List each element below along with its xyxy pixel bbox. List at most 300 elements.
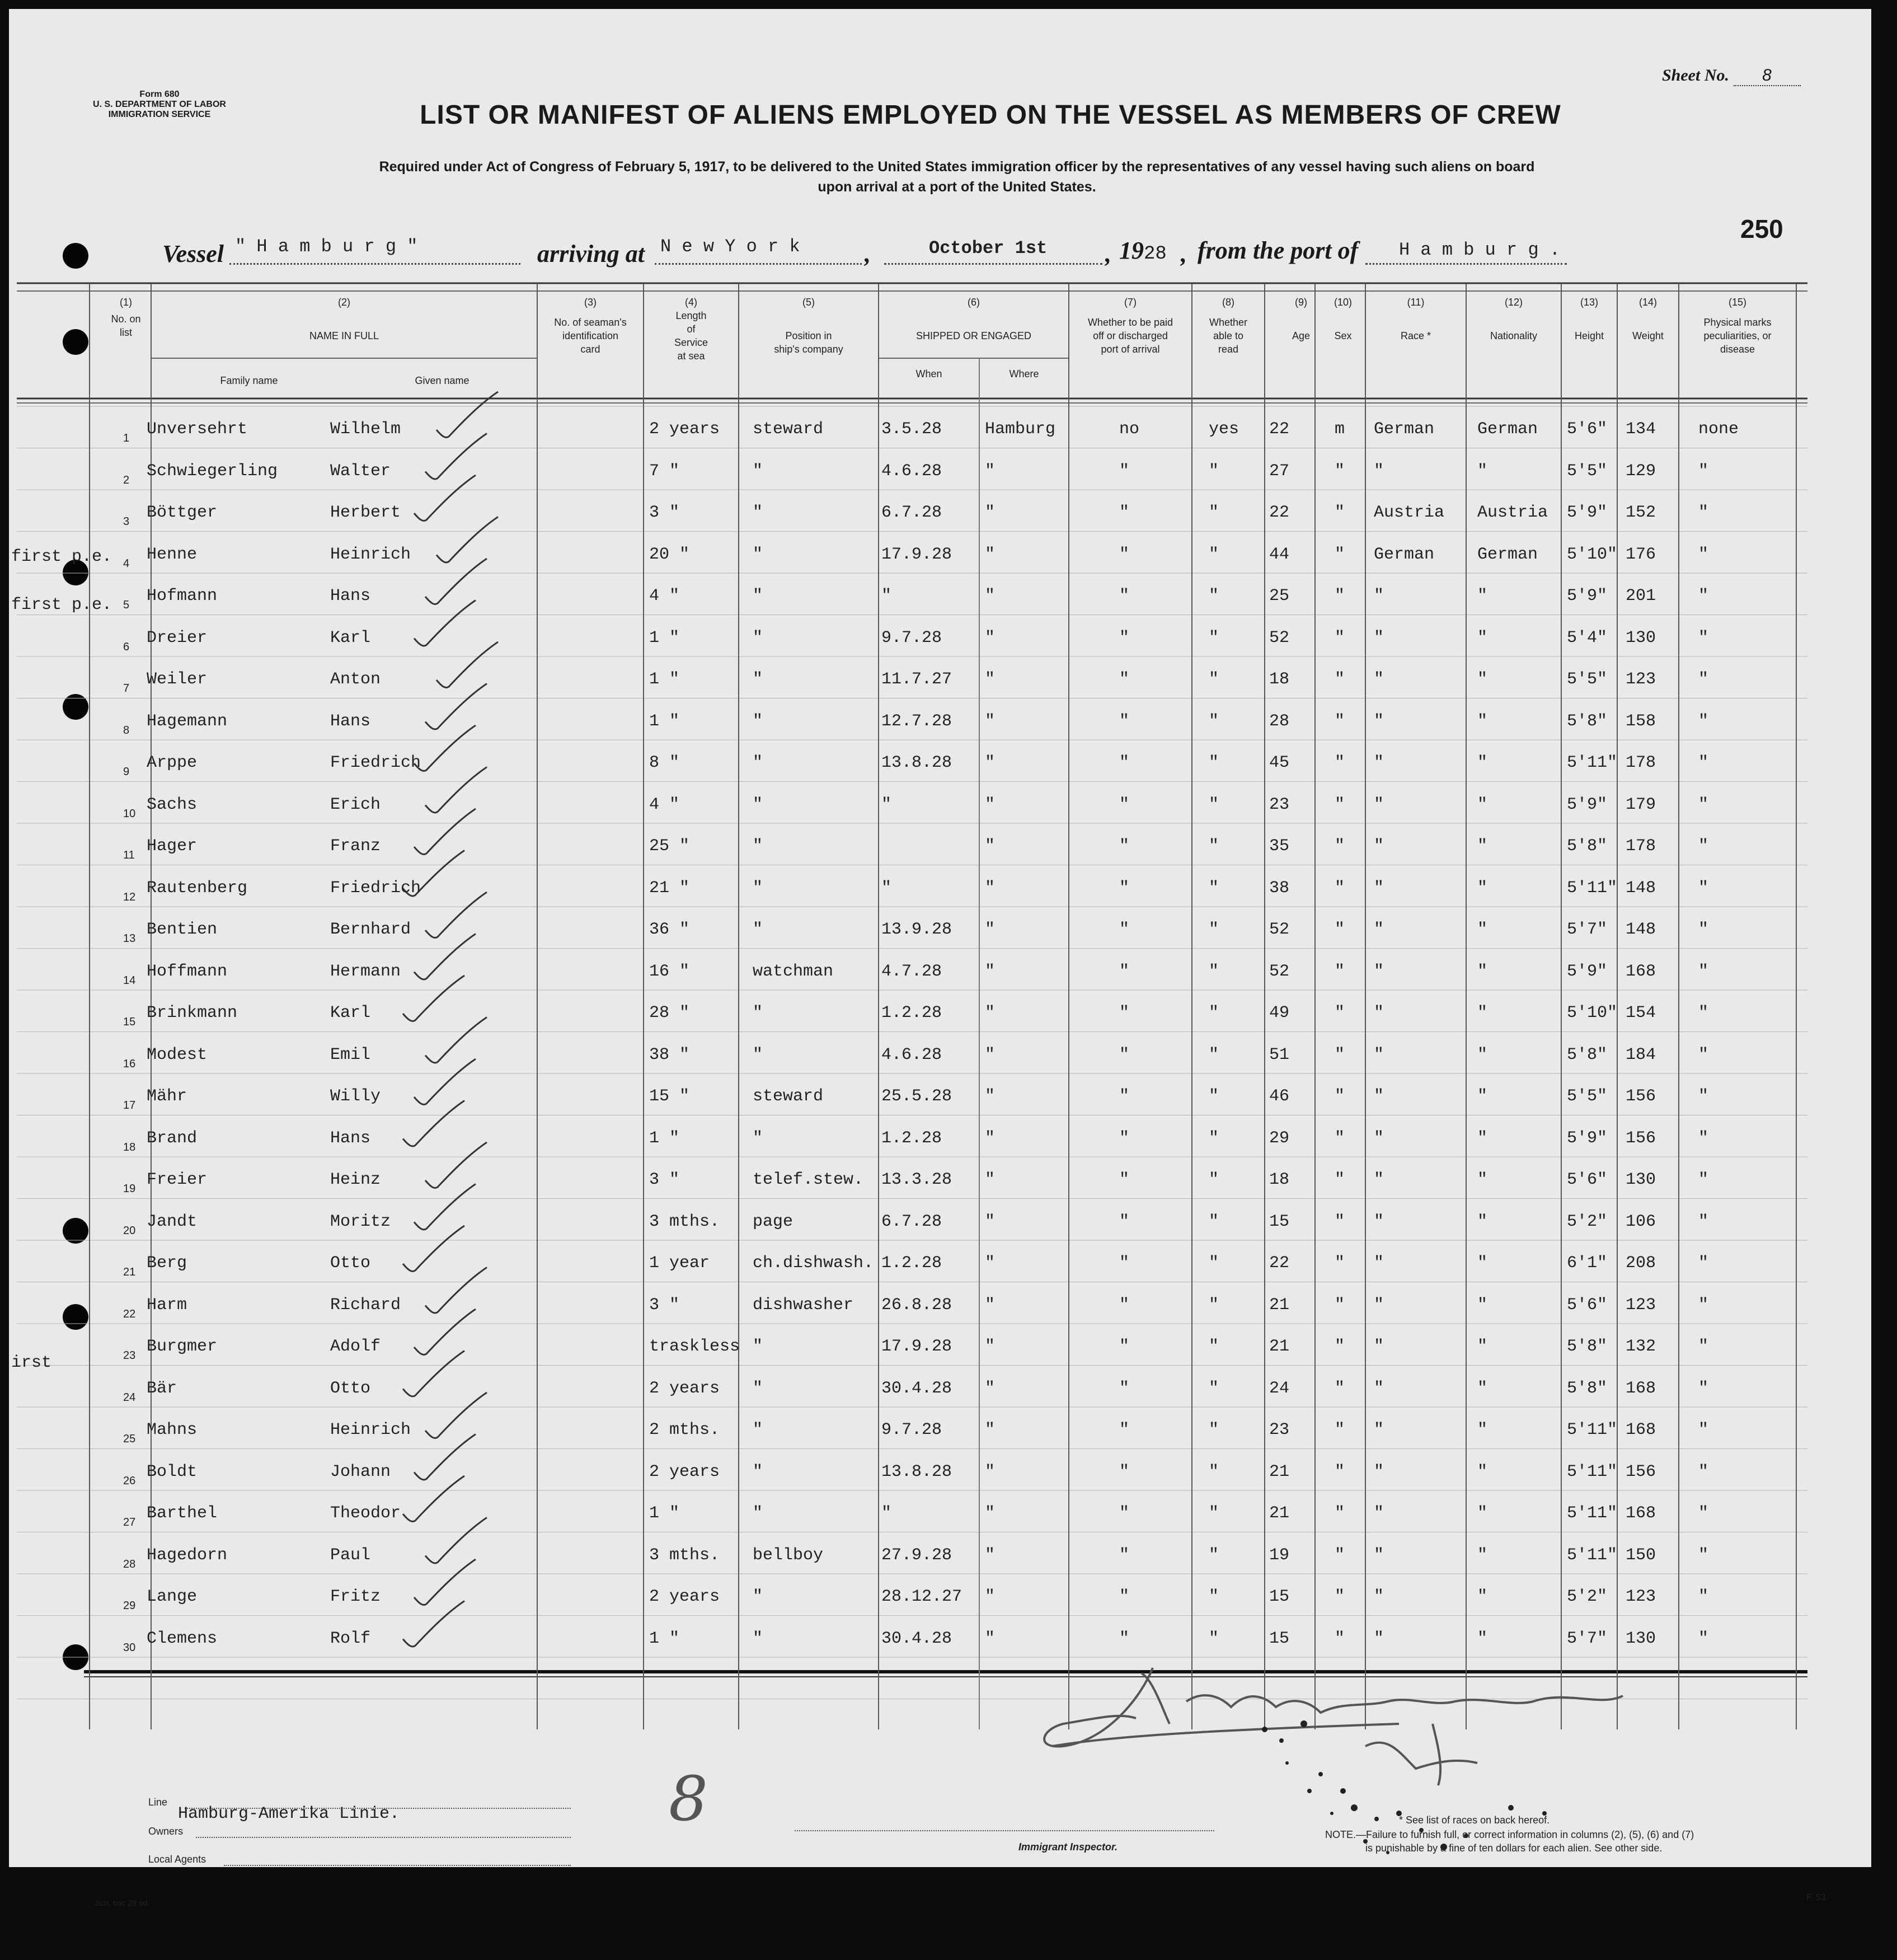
year-value: 28 — [1144, 243, 1167, 265]
cell-service: 2 years — [649, 1378, 720, 1398]
cell-paid: " — [1119, 1045, 1130, 1065]
col-12-number: (12) — [1504, 297, 1523, 308]
cell-marks: " — [1698, 545, 1709, 564]
cell-sex: " — [1335, 1004, 1345, 1023]
owners-label: Owners — [148, 1826, 184, 1837]
cell-nat: " — [1477, 1045, 1488, 1065]
cell-age: 21 — [1269, 1504, 1290, 1523]
cell-age: 38 — [1269, 878, 1290, 898]
cell-height: 5'2" — [1567, 1212, 1608, 1231]
cell-where: " — [985, 878, 996, 898]
cell-given: Rolf — [330, 1629, 371, 1648]
cell-when: " — [881, 795, 892, 814]
cell-paid: " — [1119, 1254, 1130, 1273]
note-line-1: NOTE.—Failure to furnish full, or correct information in columns (2), (5), (6) and (7) — [1325, 1829, 1694, 1840]
cell-race: " — [1374, 920, 1384, 939]
cell-position: " — [753, 1004, 763, 1023]
col-11-number: (11) — [1407, 297, 1425, 308]
cell-where: " — [985, 962, 996, 981]
cell-weight: 201 — [1626, 587, 1656, 606]
cell-position: " — [753, 1462, 763, 1481]
cell-sex: " — [1335, 920, 1345, 939]
cell-family: Jandt — [147, 1212, 198, 1231]
cell-read: " — [1209, 1629, 1219, 1648]
cell-sex: " — [1335, 1462, 1345, 1481]
cell-height: 5'11" — [1567, 1420, 1618, 1439]
cell-age: 52 — [1269, 628, 1290, 648]
family-name-header: Family name — [220, 375, 278, 386]
cell-family: Bär — [147, 1378, 177, 1398]
cell-service: 21 " — [649, 878, 690, 898]
cell-nat: Austria — [1477, 503, 1548, 522]
cell-marks: " — [1698, 503, 1709, 522]
cell-when: 9.7.28 — [881, 1420, 942, 1439]
cell-position: watchman — [753, 962, 834, 981]
cell-age: 52 — [1269, 920, 1290, 939]
cell-family: Boldt — [147, 1462, 198, 1481]
cell-height: 5'6" — [1567, 1295, 1608, 1315]
cell-height: 5'8" — [1567, 1045, 1608, 1065]
cell-read: " — [1209, 1045, 1219, 1065]
cell-height: 5'8" — [1567, 711, 1608, 731]
cell-when: 13.8.28 — [881, 1462, 952, 1481]
cell-paid: " — [1119, 920, 1130, 939]
cell-where: " — [985, 1504, 996, 1523]
cell-where: " — [985, 795, 996, 814]
cell-marks: " — [1698, 670, 1709, 689]
cell-weight: 130 — [1626, 628, 1656, 648]
cell-nat: " — [1477, 1254, 1488, 1273]
cell-nat: " — [1477, 1295, 1488, 1315]
cell-family: Hofmann — [147, 587, 218, 606]
cell-paid: " — [1119, 1337, 1130, 1356]
cell-paid: " — [1119, 587, 1130, 606]
cell-when: 12.7.28 — [881, 711, 952, 731]
cell-race: " — [1374, 1462, 1384, 1481]
row-number: 7 — [123, 682, 130, 695]
col-8-number: (8) — [1222, 297, 1234, 308]
where-header: Where — [1009, 368, 1039, 379]
col-14-title: Weight — [1632, 330, 1664, 341]
row-number: 21 — [123, 1266, 136, 1278]
row-number: 16 — [123, 1057, 136, 1070]
cell-weight: 134 — [1626, 420, 1656, 439]
cell-given: Richard — [330, 1295, 401, 1315]
cell-age: 15 — [1269, 1587, 1290, 1606]
cell-race: " — [1374, 670, 1384, 689]
cell-where: " — [985, 1004, 996, 1023]
cell-given: Hans — [330, 587, 371, 606]
col-6-title: SHIPPED OR ENGAGED — [915, 330, 1032, 341]
cell-read: " — [1209, 920, 1219, 939]
cell-paid: " — [1119, 1504, 1130, 1523]
cell-given: Walter — [330, 461, 391, 481]
col-4-title: Length of Service at sea — [674, 310, 708, 362]
cell-read: " — [1209, 628, 1219, 648]
cell-weight: 208 — [1626, 1254, 1656, 1273]
cell-position: telef.stew. — [753, 1170, 864, 1189]
comma: , — [1181, 240, 1187, 268]
cell-race: " — [1374, 1295, 1384, 1315]
cell-sex: " — [1335, 587, 1345, 606]
cell-family: Brand — [147, 1128, 198, 1148]
cell-sex: " — [1335, 545, 1345, 564]
note-line-2: is punishable by a fine of ten dollars for each alien. See other side. — [1365, 1842, 1663, 1854]
cell-marks: " — [1698, 1545, 1709, 1565]
vessel-name: " H a m b u r g " — [235, 236, 418, 257]
cell-weight: 152 — [1626, 503, 1656, 522]
cell-marks: " — [1698, 1212, 1709, 1231]
cell-marks: " — [1698, 711, 1709, 731]
row-number: 18 — [123, 1141, 136, 1154]
owners-underline — [196, 1837, 571, 1838]
cell-marks: " — [1698, 962, 1709, 981]
cell-race: " — [1374, 711, 1384, 731]
cell-sex: " — [1335, 1337, 1345, 1356]
cell-where: " — [985, 711, 996, 731]
races-note: * See list of races on back hereof. — [1399, 1814, 1550, 1826]
cell-service: 1 " — [649, 1504, 680, 1523]
cell-read: " — [1209, 1337, 1219, 1356]
cell-age: 21 — [1269, 1295, 1290, 1315]
cell-when: " — [881, 587, 892, 606]
cell-height: 5'2" — [1567, 1587, 1608, 1606]
col-4-number: (4) — [685, 297, 697, 308]
cell-race: " — [1374, 962, 1384, 981]
inspector-underline — [795, 1830, 1214, 1831]
col-5-number: (5) — [802, 297, 815, 308]
cell-marks: none — [1698, 420, 1739, 439]
cell-weight: 129 — [1626, 461, 1656, 481]
cell-marks: " — [1698, 1587, 1709, 1606]
cell-age: 19 — [1269, 1545, 1290, 1565]
cell-nat: " — [1477, 1629, 1488, 1648]
cell-given: Fritz — [330, 1587, 381, 1606]
inspector-label: Immigrant Inspector. — [1018, 1841, 1118, 1853]
cell-position: " — [753, 1420, 763, 1439]
cell-weight: 178 — [1626, 837, 1656, 856]
cell-age: 52 — [1269, 962, 1290, 981]
cell-where: " — [985, 461, 996, 481]
cell-read: " — [1209, 1545, 1219, 1565]
cell-weight: 179 — [1626, 795, 1656, 814]
cell-read: yes — [1209, 420, 1239, 439]
cell-position: steward — [753, 1087, 824, 1106]
cell-service: 2 years — [649, 1462, 720, 1481]
row-number: 5 — [123, 599, 130, 611]
cell-paid: " — [1119, 1295, 1130, 1315]
cell-race: " — [1374, 1337, 1384, 1356]
cell-service: 2 years — [649, 420, 720, 439]
cell-marks: " — [1698, 1045, 1709, 1065]
col-6-number: (6) — [968, 297, 980, 308]
row-number: 24 — [123, 1391, 136, 1404]
cell-position: " — [753, 1337, 763, 1356]
service: IMMIGRATION SERVICE — [108, 110, 211, 119]
cell-weight: 148 — [1626, 878, 1656, 898]
cell-where: " — [985, 670, 996, 689]
cell-age: 49 — [1269, 1004, 1290, 1023]
cell-paid: " — [1119, 878, 1130, 898]
cell-given: Otto — [330, 1378, 371, 1398]
cell-position: " — [753, 1378, 763, 1398]
arriving-port: N e w Y o r k — [660, 236, 800, 257]
cell-given: Friedrich — [330, 753, 421, 772]
cell-height: 5'11" — [1567, 1504, 1618, 1523]
cell-when: 30.4.28 — [881, 1378, 952, 1398]
cell-height: 5'5" — [1567, 1087, 1608, 1106]
cell-when: 9.7.28 — [881, 628, 942, 648]
cell-where: " — [985, 1087, 996, 1106]
cell-read: " — [1209, 1128, 1219, 1148]
cell-race: " — [1374, 1045, 1384, 1065]
stamp-number: 250 — [1740, 214, 1783, 243]
subtitle-line-2: upon arrival at a port of the United States. — [818, 179, 1096, 195]
col-12-title: Nationality — [1490, 330, 1538, 341]
row-number: 25 — [123, 1433, 136, 1445]
cell-race: " — [1374, 1587, 1384, 1606]
cell-given: Willy — [330, 1087, 381, 1106]
cell-nat: " — [1477, 1337, 1488, 1356]
col-1-title: No. on list — [111, 313, 141, 338]
cell-position: " — [753, 461, 763, 481]
cell-weight: 176 — [1626, 545, 1656, 564]
cell-age: 25 — [1269, 587, 1290, 606]
col-15-number: (15) — [1728, 297, 1746, 308]
row-number: 17 — [123, 1099, 136, 1112]
department: U. S. DEPARTMENT OF LABOR — [93, 100, 226, 109]
col-2-number: (2) — [338, 297, 350, 308]
cell-race: " — [1374, 878, 1384, 898]
col-9-number: (9) — [1295, 297, 1307, 308]
cell-sex: " — [1335, 1170, 1345, 1189]
cell-read: " — [1209, 503, 1219, 522]
year-prefix: 19 — [1119, 237, 1144, 264]
cell-nat: " — [1477, 461, 1488, 481]
cell-sex: " — [1335, 1212, 1345, 1231]
cell-nat: " — [1477, 1545, 1488, 1565]
cell-service: 3 " — [649, 1170, 680, 1189]
cell-position: " — [753, 1587, 763, 1606]
cell-paid: " — [1119, 1587, 1130, 1606]
cell-age: 21 — [1269, 1462, 1290, 1481]
cell-age: 23 — [1269, 795, 1290, 814]
cell-height: 5'9" — [1567, 587, 1608, 606]
cell-given: Moritz — [330, 1212, 391, 1231]
cell-where: " — [985, 1629, 996, 1648]
arriving-label: arriving at — [537, 240, 645, 268]
cell-race: " — [1374, 587, 1384, 606]
owners-value: Hamburg-Amerika Linie. — [178, 1804, 400, 1823]
cell-position: " — [753, 753, 763, 772]
cell-service: 16 " — [649, 962, 690, 981]
cell-sex: " — [1335, 1295, 1345, 1315]
cell-age: 18 — [1269, 670, 1290, 689]
cell-given: Heinrich — [330, 545, 411, 564]
col-15-title: Physical marks peculiarities, or disease — [1703, 317, 1772, 355]
cell-where: " — [985, 1170, 996, 1189]
cell-service: 1 " — [649, 628, 680, 648]
cell-where: " — [985, 1295, 996, 1315]
cell-nat: " — [1477, 920, 1488, 939]
cell-given: Franz — [330, 837, 381, 856]
row-number: 10 — [123, 807, 136, 820]
cell-height: 5'9" — [1567, 962, 1608, 981]
cell-service: 3 mths. — [649, 1545, 720, 1565]
cell-when: 25.5.28 — [881, 1087, 952, 1106]
cell-given: Hermann — [330, 962, 401, 981]
cell-sex: " — [1335, 1420, 1345, 1439]
cell-position: " — [753, 1128, 763, 1148]
cell-service: 3 " — [649, 1295, 680, 1315]
col-13-title: Height — [1574, 330, 1604, 341]
cell-read: " — [1209, 1254, 1219, 1273]
cell-family: Brinkmann — [147, 1004, 238, 1023]
cell-family: Weiler — [147, 670, 208, 689]
cell-position: page — [753, 1212, 793, 1231]
cell-read: " — [1209, 795, 1219, 814]
cell-sex: " — [1335, 1254, 1345, 1273]
cell-family: Böttger — [147, 503, 218, 522]
cell-when: 27.9.28 — [881, 1545, 952, 1565]
cell-age: 15 — [1269, 1629, 1290, 1648]
cell-given: Erich — [330, 795, 381, 814]
cell-race: " — [1374, 1420, 1384, 1439]
cell-where: " — [985, 1378, 996, 1398]
cell-sex: " — [1335, 503, 1345, 522]
cell-paid: " — [1119, 1087, 1130, 1106]
row-number: 13 — [123, 932, 136, 945]
cell-where: " — [985, 1212, 996, 1231]
cell-read: " — [1209, 1462, 1219, 1481]
departure-port: H a m b u r g . — [1399, 240, 1561, 260]
cell-age: 23 — [1269, 1420, 1290, 1439]
row-number: 19 — [123, 1183, 136, 1195]
cell-nat: " — [1477, 753, 1488, 772]
cell-race: " — [1374, 1545, 1384, 1565]
cell-paid: " — [1119, 1004, 1130, 1023]
row-number: 14 — [123, 974, 136, 987]
cell-paid: " — [1119, 1212, 1130, 1231]
cell-given: Paul — [330, 1545, 371, 1565]
cell-position: " — [753, 587, 763, 606]
cell-nat: " — [1477, 1087, 1488, 1106]
cell-weight: 123 — [1626, 1295, 1656, 1315]
cell-paid: " — [1119, 962, 1130, 981]
row-number: 8 — [123, 724, 130, 737]
row-number: 27 — [123, 1516, 136, 1528]
cell-service: 1 year — [649, 1254, 710, 1273]
cell-paid: " — [1119, 670, 1130, 689]
cell-when: 17.9.28 — [881, 1337, 952, 1356]
cell-family: Hagemann — [147, 711, 228, 731]
cell-given: Heinz — [330, 1170, 381, 1189]
cell-read: " — [1209, 962, 1219, 981]
given-name-header: Given name — [415, 375, 469, 386]
cell-age: 21 — [1269, 1337, 1290, 1356]
cell-where: " — [985, 1254, 996, 1273]
row-number: 28 — [123, 1558, 136, 1570]
cell-given: Emil — [330, 1045, 371, 1065]
cell-read: " — [1209, 1420, 1219, 1439]
row-number: 4 — [123, 557, 130, 570]
cell-when: " — [881, 1504, 892, 1523]
cell-paid: " — [1119, 545, 1130, 564]
cell-read: " — [1209, 1087, 1219, 1106]
cell-marks: " — [1698, 1087, 1709, 1106]
cell-family: Henne — [147, 545, 198, 564]
comma: , — [1105, 240, 1111, 268]
cell-sex: " — [1335, 795, 1345, 814]
cell-given: Wilhelm — [330, 420, 401, 439]
cell-when: 17.9.28 — [881, 545, 952, 564]
cell-service: 3 mths. — [649, 1212, 720, 1231]
cell-race: " — [1374, 1254, 1384, 1273]
cell-race: " — [1374, 1170, 1384, 1189]
cell-family: Sachs — [147, 795, 198, 814]
cell-height: 5'8" — [1567, 1337, 1608, 1356]
cell-nat: " — [1477, 587, 1488, 606]
cell-paid: " — [1119, 1128, 1130, 1148]
cell-height: 5'9" — [1567, 1128, 1608, 1148]
row-number: 15 — [123, 1016, 136, 1028]
cell-race: " — [1374, 628, 1384, 648]
cell-given: Hans — [330, 1128, 371, 1148]
row-number: 11 — [123, 849, 135, 861]
cell-weight: 156 — [1626, 1087, 1656, 1106]
col-10-title: Sex — [1334, 330, 1352, 341]
cell-family: Schwiegerling — [147, 461, 278, 481]
row-number: 20 — [123, 1224, 136, 1237]
cell-sex: " — [1335, 878, 1345, 898]
cell-where: " — [985, 1045, 996, 1065]
cell-family: Mahns — [147, 1420, 198, 1439]
cell-when: 4.7.28 — [881, 962, 942, 981]
cell-marks: " — [1698, 1337, 1709, 1356]
cell-service: 20 " — [649, 545, 690, 564]
cell-paid: " — [1119, 753, 1130, 772]
cell-age: 22 — [1269, 1254, 1290, 1273]
cell-where: " — [985, 1128, 996, 1148]
cell-race: German — [1374, 545, 1435, 564]
cell-read: " — [1209, 1212, 1219, 1231]
cell-race: " — [1374, 795, 1384, 814]
cell-when: 13.3.28 — [881, 1170, 952, 1189]
cell-family: Unversehrt — [147, 420, 248, 439]
cell-given: Karl — [330, 628, 371, 648]
col-5-title: Position in ship's company — [774, 330, 843, 355]
cell-paid: " — [1119, 1545, 1130, 1565]
cell-race: " — [1374, 1087, 1384, 1106]
cell-height: 5'10" — [1567, 1004, 1618, 1023]
cell-service: 15 " — [649, 1087, 690, 1106]
cell-race: " — [1374, 1004, 1384, 1023]
cell-paid: " — [1119, 628, 1130, 648]
cell-where: " — [985, 628, 996, 648]
cell-family: Rautenberg — [147, 878, 248, 898]
cell-marks: " — [1698, 1462, 1709, 1481]
cell-paid: " — [1119, 711, 1130, 731]
cell-sex: " — [1335, 1128, 1345, 1148]
cell-sex: " — [1335, 837, 1345, 856]
cell-age: 22 — [1269, 503, 1290, 522]
cell-given: Otto — [330, 1254, 371, 1273]
cell-sex: " — [1335, 962, 1345, 981]
cell-when: 4.6.28 — [881, 1045, 942, 1065]
row-number: 23 — [123, 1349, 136, 1362]
cell-family: Berg — [147, 1254, 187, 1273]
cell-position: " — [753, 878, 763, 898]
